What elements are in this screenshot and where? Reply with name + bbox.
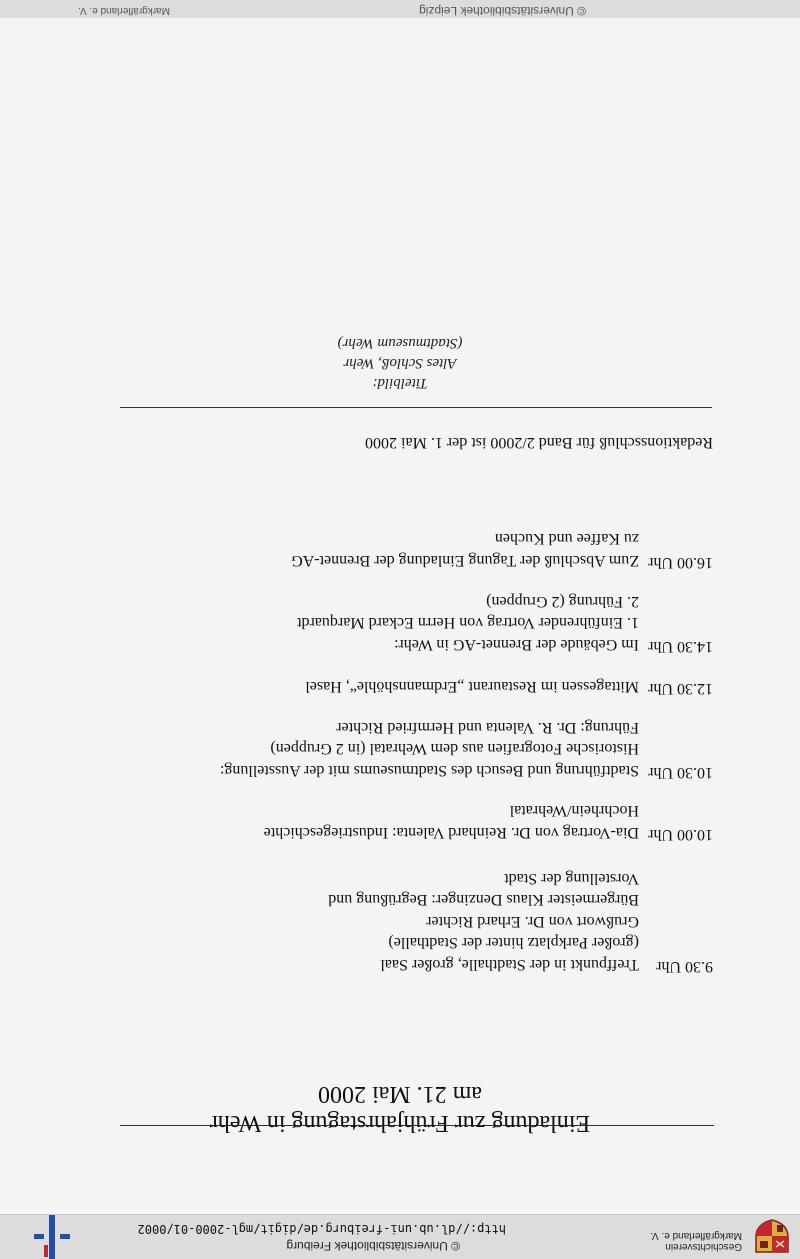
footer-copyright: © Universitätsbibliothek Leipzig: [419, 4, 586, 18]
program-time: 9.30 Uhr: [656, 958, 713, 975]
society-line-1: Geschichtsverein: [665, 1241, 742, 1252]
program-line: Historische Fotografien aus dem Wehratal (in 2 Gruppen): [270, 740, 639, 758]
program-description: [104, 800, 639, 843]
program-line: Grußwort von Dr. Erhard Richter: [426, 913, 639, 930]
middle-rule: [120, 407, 712, 408]
program-time: 10.30 Uhr: [648, 764, 713, 781]
program-line: Im Gebäude der Brennet-AG in Wehr:: [394, 636, 639, 653]
caption-label: Titelbild:: [372, 375, 428, 391]
program-time: 10.00 Uhr: [648, 826, 713, 843]
program-time: 12.30 Uhr: [648, 680, 713, 697]
program-line: (großer Parkplatz hinter der Stadthalle): [388, 934, 639, 952]
program-line: Bürgermeister Klaus Denzinger: Begrüßung und: [328, 891, 639, 909]
program-line: Vorstellung der Stadt: [504, 870, 639, 887]
society-name: [650, 1230, 742, 1252]
caption-place: Altes Schloß, Wehr: [343, 355, 457, 371]
program-line: Treffpunkt in der Stadthalle, großer Saal: [380, 956, 639, 973]
program-description: [104, 676, 639, 698]
program-description: [104, 591, 639, 656]
program-line: Führung: Dr. R. Valenta und Hermfried Richter: [336, 719, 639, 736]
program-line: Dia-Vortrag von Dr. Reinhard Valenta: Industriegeschichte: [263, 824, 639, 841]
footer-bar: [0, 0, 800, 18]
coat-of-arms-icon: [752, 1219, 792, 1255]
program-line: 2. Führung (2 Gruppen): [486, 593, 639, 610]
library-copyright: © Universitätsbibliothek Freiburg: [286, 1239, 460, 1253]
program-line: zu Kaffee und Kuchen: [494, 530, 639, 548]
footer-society: Markgräflerland e. V.: [78, 5, 170, 16]
program-time: 16.00 Uhr: [648, 554, 713, 571]
program-line: Zum Abschluß der Tagung Einladung der Brennet-AG: [291, 552, 639, 569]
program-line: 1. Einführender Vortrag von Herrn Eckard Marquardt: [297, 614, 639, 632]
header-bar: [0, 1214, 800, 1259]
cover-caption: [260, 333, 540, 393]
program-time: 14.30 Uhr: [648, 638, 713, 655]
title-line-1: Einladung zur Frühjahrstagung in Wehr: [209, 1110, 591, 1136]
program-description: [104, 528, 639, 571]
editorial-deadline: Redaktionsschluß für Band 2/2000 ist der 1. Mai 2000: [365, 434, 713, 451]
invitation-title: [180, 1079, 620, 1137]
program-line: Hochrhein/Wehratal: [509, 802, 639, 820]
program-description: [104, 868, 639, 976]
caption-note: (Stadtmuseum Wehr): [337, 335, 463, 351]
program-line: Stadtführung und Besuch des Stadtmuseums mit der Ausstellung:: [219, 762, 639, 779]
program-line: Mittagessen im Restaurant „Erdmannshöhle“, Hasel: [305, 678, 639, 695]
society-line-2: Markgräflerland e. V.: [650, 1230, 742, 1241]
program-description: [104, 717, 639, 782]
blue-corner-marker-icon: [34, 1215, 70, 1259]
title-line-2: am 21. Mai 2000: [318, 1081, 482, 1107]
permalink-url[interactable]: http://dl.ub.uni-freiburg.de/digit/mgl-2000-01/0002: [137, 1222, 506, 1236]
